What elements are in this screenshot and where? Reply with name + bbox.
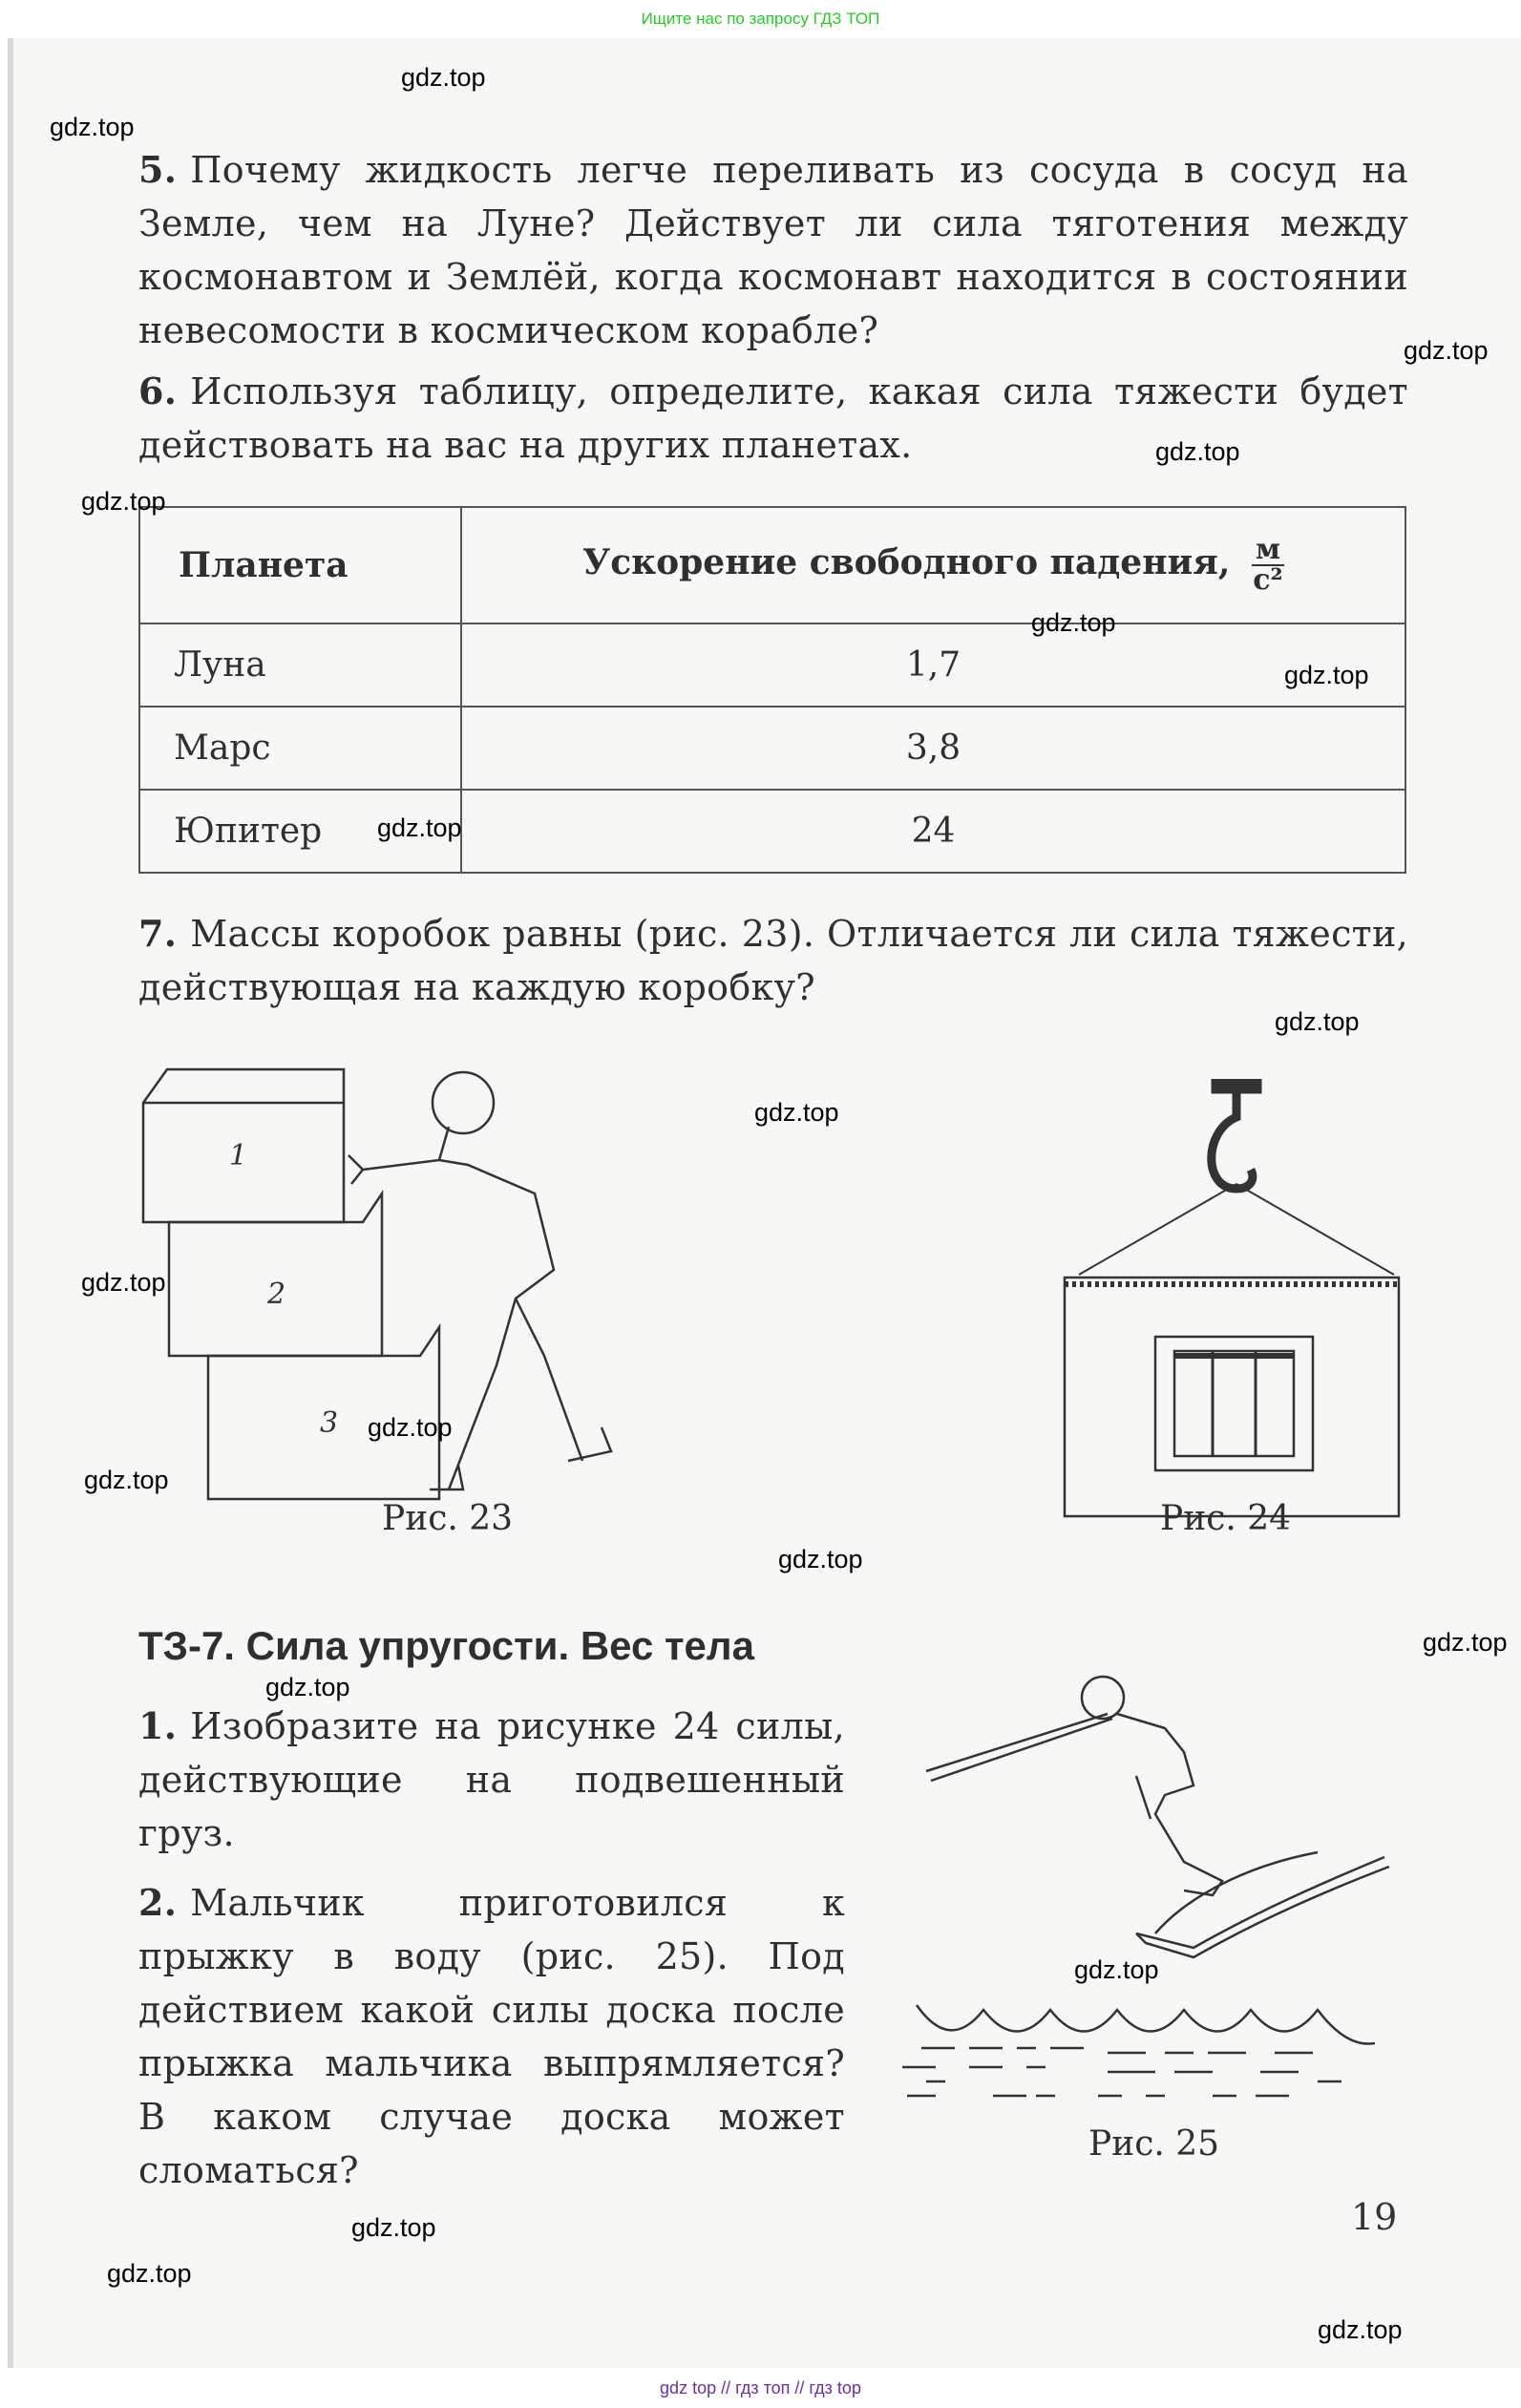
cell-value: 1,7 <box>461 623 1405 707</box>
unit-numerator: м <box>1252 536 1284 566</box>
question-7 <box>138 907 1408 1014</box>
watermark: gdz.top <box>377 813 462 842</box>
watermark: gdz.top <box>1155 437 1240 466</box>
task-text: Мальчик приготовился к прыжку в воду (рис. 25). Под действием какой силы доска после прыжка мальчика выпрямляется? В каком случае доска может сломаться? <box>138 1882 845 2191</box>
figure-23-boxes-illustration <box>134 1050 783 1509</box>
figure-23-caption: Рис. 23 <box>382 1499 514 1538</box>
cell-value: 3,8 <box>461 707 1405 790</box>
cell-planet: Луна <box>139 623 461 707</box>
task-number: 2. <box>138 1881 178 1924</box>
section-task-1 <box>138 1700 845 1860</box>
figure-25-caption: Рис. 25 <box>1088 2124 1220 2164</box>
box-label-3: 3 <box>320 1406 339 1440</box>
watermark: gdz.top <box>1284 661 1369 689</box>
task-number: 1. <box>138 1704 178 1747</box>
cell-value: 24 <box>461 790 1405 873</box>
question-text: Почему жидкость легче переливать из сосуда в сосуд на Земле, чем на Луне? Действует ли сила тяготения между космонавтом и Землёй, когда космонавт находится в состоянии невесомости в космическом корабле? <box>138 149 1408 351</box>
box-label-1: 1 <box>229 1139 248 1172</box>
watermark: gdz.top <box>1404 336 1489 365</box>
cell-planet: Марс <box>139 707 461 790</box>
question-text: Используя таблицу, определите, какая сила тяжести будет действовать на вас на других планетах. <box>138 370 1408 466</box>
section-title: ТЗ-7. Сила упругости. Вес тела <box>138 1623 754 1668</box>
watermark: gdz.top <box>1031 608 1116 637</box>
watermark: gdz.top <box>107 2259 192 2288</box>
page-number: 19 <box>1351 2196 1398 2238</box>
table-row <box>139 623 1405 707</box>
unit-fraction <box>1252 533 1284 597</box>
bottom-banner[interactable]: gdz top // гдз топ // гдз top <box>660 2378 861 2397</box>
water-lines-illustration <box>898 2043 1413 2120</box>
top-banner[interactable]: Ищите нас по запросу ГДЗ ТОП <box>641 10 880 28</box>
question-number: 5. <box>138 148 178 191</box>
watermark: gdz.top <box>265 1673 350 1701</box>
watermark: gdz.top <box>1423 1628 1508 1657</box>
watermark: gdz.top <box>754 1098 839 1127</box>
figure-24-caption: Рис. 24 <box>1160 1499 1292 1538</box>
watermark: gdz.top <box>81 487 166 516</box>
gravity-table <box>138 506 1406 874</box>
watermark: gdz.top <box>401 63 486 92</box>
table-header-row <box>139 507 1405 623</box>
watermark: gdz.top <box>778 1545 863 1574</box>
cell-planet: Юпитер <box>139 790 461 873</box>
watermark: gdz.top <box>351 2213 436 2242</box>
watermark: gdz.top <box>1318 2315 1403 2344</box>
watermark: gdz.top <box>81 1268 166 1297</box>
question-5 <box>138 143 1408 357</box>
unit-denominator: с² <box>1253 563 1283 597</box>
header-acceleration <box>461 507 1405 623</box>
watermark: gdz.top <box>368 1413 453 1442</box>
question-text: Массы коробок равны (рис. 23). Отличается ли сила тяжести, действующая на каждую коробку? <box>138 913 1408 1008</box>
header-planet: Планета <box>139 507 461 623</box>
figure-25-diver-illustration <box>898 1661 1413 2062</box>
figure-24-hanging-load-illustration <box>1060 1079 1404 1518</box>
question-number: 6. <box>138 370 178 412</box>
watermark: gdz.top <box>1275 1007 1360 1036</box>
header-acceleration-label: Ускорение свободного падения, <box>581 542 1231 582</box>
watermark: gdz.top <box>1074 1955 1159 1984</box>
watermark: gdz.top <box>50 113 135 141</box>
watermark: gdz.top <box>84 1466 169 1494</box>
box-label-2: 2 <box>267 1278 286 1311</box>
question-number: 7. <box>138 912 178 955</box>
water-waves <box>917 2005 1375 2044</box>
table-row <box>139 707 1405 790</box>
section-task-2 <box>138 1876 845 2197</box>
table-row <box>139 790 1405 873</box>
task-text: Изобразите на рисунке 24 силы, действующие на подвешенный груз. <box>138 1705 845 1854</box>
